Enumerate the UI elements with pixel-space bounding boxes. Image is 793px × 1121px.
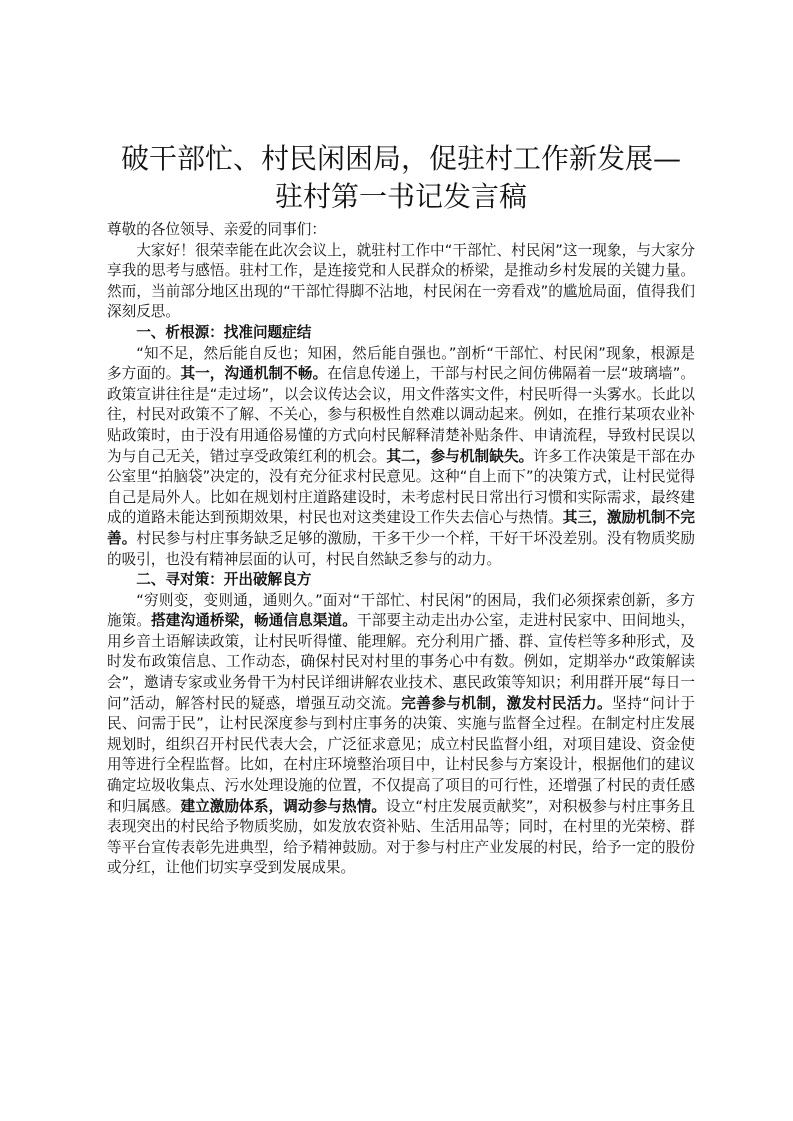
section2-bold-1: 搭建沟通桥梁，畅通信息渠道。 (151, 612, 357, 630)
section2-text-d: 坚持“问计于民、问需于民”，让村民深度参与到村庄事务的决策、实施与监督全过程。在制定村庄发展规划时，组织召开村民代表大会，广泛征求意见；成立村民监督小组，对项目建设、资金使用等进行全程监督。比如，在村庄环境整治项目中，让村民参与方案设计，根据他们的建议确定垃圾收集点、污水处理设施的位置，不仅提高了项目的可行性，还增强了村民的责任感和归属感。 (107, 694, 696, 815)
section1-text-c: 在信息传递上，干部与村民之间仿佛隔着一层“玻璃墙”。政策宣讲往往是“走过场”，以会议传达会议，用文件落实文件，村民听得一头雾水。长此以往，村民对政策不了解、不关心，参与积极性自然难以调动起来。例如，在推行某项农业补贴政策时，由于没有用通俗易懂的方式向村民解释清楚补贴条件、申请流程，导致村民误以为与自己无关，错过享受政策红利的机会。 (107, 365, 695, 465)
section2-paragraph (107, 591, 695, 879)
section1-bold-1: 其一，沟通机制不畅。 (180, 365, 328, 383)
section1-bold-2: 其二，参与机制缺失。 (386, 447, 534, 465)
title-line-2: 驻村第一书记发言稿 (274, 180, 527, 213)
title-line-1: 破干部忙、村民闲困局，促驻村工作新发展— (120, 142, 681, 175)
section1-text-d: 许多工作决策是干部在办公室里“拍脑袋”决定的，没有充分征求村民意见。这种“自上而下”的决策方式，让村民觉得自己是局外人。比如在规划村庄道路建设时，未考虑村民日常出行习惯和实际需求，最终建成的道路未能达到预期效果，村民也对这类建设工作失去信心与热情。 (107, 447, 695, 527)
section1-text-a: “知不足，然后能自反也；知困，然后能自强也。”剖析“干部忙、村民闲”现象，根源是多方面的。 (107, 344, 695, 383)
section2-bold-3: 建立激励体系，调动参与热情。 (180, 797, 387, 815)
document-page (107, 140, 695, 879)
document-title (107, 140, 695, 216)
section1-paragraph (107, 344, 695, 571)
salutation: 尊敬的各位领导、亲爱的同事们： (107, 221, 326, 238)
intro-paragraph: 大家好！很荣幸能在此次会议上，就驻村工作中“干部忙、村民闲”这一现象，与大家分享我的思考与感悟。驻村工作，是连接党和人民群众的桥梁，是推动乡村发展的关键力量。然而，当前部分地区出现的“干部忙得脚不沾地，村民闲在一旁看戏”的尴尬局面，值得我们深刻反思。 (107, 241, 695, 321)
section1-text-e: 村民参与村庄事务缺乏足够的激励，干多干少一个样，干好干坏没差别。没有物质奖励的吸引，也没有精神层面的认可，村民自然缺乏参与的动力。 (107, 529, 695, 568)
section2-text-c: 干部要主动走出办公室，走进村民家中、田间地头，用乡音土语解读政策，让村民听得懂、能理解。充分利用广播、群、宣传栏等多种形式，及时发布政策信息、工作动态，确保村民对村里的事务心中有数。例如，定期举办“政策解读会”，邀请专家或业务骨干为村民详细讲解农业技术、惠民政策等知识；利用群开展“每日一问”活动，解答村民的疑惑，增强互动交流。 (107, 612, 695, 712)
section1-bold-3: 其三，激励机制不完善。 (107, 509, 695, 547)
section2-text-e: 设立“村庄发展贡献奖”，对积极参与村庄事务且表现突出的村民给予物质奖励，如发放农资补贴、生活用品等；同时，在村里的光荣榜、群等平台宣传表彰先进典型，给予精神鼓励。对于参与村庄产业发展的村民，给予一定的股份或分红，让他们切实享受到发展成果。 (107, 797, 695, 877)
section2-bold-2: 完善参与机制，激发村民活力。 (401, 694, 613, 712)
document-body (107, 220, 695, 879)
section-heading-2: 二、寻对策：开出破解良方 (136, 571, 312, 589)
section-heading-1: 一、析根源：找准问题症结 (136, 323, 312, 341)
section2-text-a: “穷则变，变则通，通则久。”面对“干部忙、村民闲”的困局，我们必须探索创新，多方施策。 (107, 591, 695, 630)
